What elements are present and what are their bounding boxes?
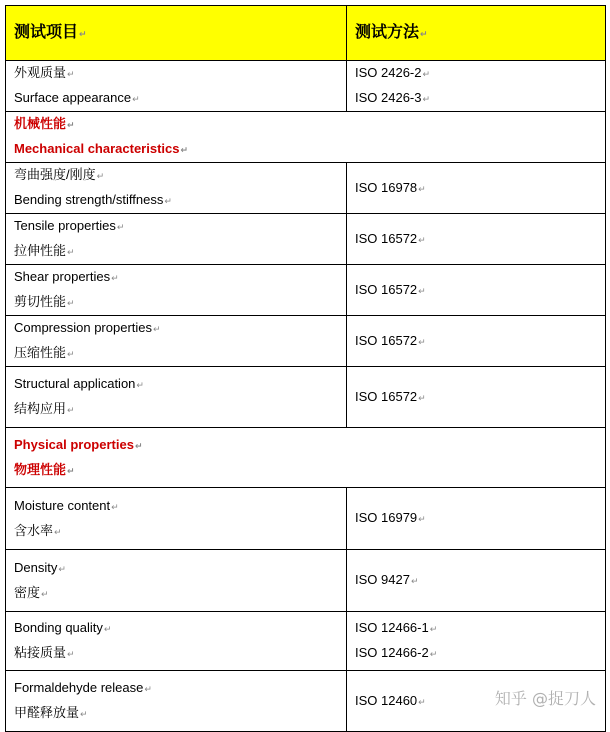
cell-line — [14, 112, 597, 137]
paragraph-mark: ↵ — [422, 94, 431, 104]
paragraph-mark: ↵ — [41, 588, 49, 599]
paragraph-mark: ↵ — [67, 465, 75, 476]
test-method-cell — [347, 214, 606, 265]
cell-text: 压缩性能 — [14, 345, 67, 360]
paragraph-mark: ↵ — [418, 392, 426, 403]
paragraph-mark: ↵ — [67, 69, 75, 79]
section-row — [6, 428, 606, 488]
cell-text: Shear properties — [14, 269, 111, 284]
cell-line — [355, 329, 597, 354]
cell-text: Moisture content — [14, 497, 111, 513]
cell-text: 甲醛释放量 — [14, 705, 80, 720]
paragraph-mark: ↵ — [54, 526, 62, 537]
cell-line — [355, 86, 597, 111]
cell-line — [355, 278, 597, 303]
cell-text: 弯曲强度/刚度 — [14, 167, 96, 182]
paragraph-mark: ↵ — [422, 69, 431, 79]
cell-text: Physical properties — [14, 436, 134, 452]
paragraph-mark: ↵ — [410, 576, 419, 586]
paragraph-mark: ↵ — [111, 273, 119, 283]
cell-line — [14, 265, 338, 290]
cell-text: ISO 2426-3 — [355, 90, 422, 105]
cell-text: 粘接质量 — [14, 645, 67, 660]
cell-line — [14, 581, 338, 606]
cell-text: ISO 16572 — [355, 332, 418, 348]
cell-line — [14, 316, 338, 341]
cell-text: 结构应用 — [14, 401, 67, 416]
cell-line — [355, 61, 597, 86]
cell-text: 剪切性能 — [14, 294, 67, 309]
test-item-cell — [6, 488, 347, 550]
paragraph-mark: ↵ — [132, 94, 140, 104]
test-method-cell — [347, 550, 606, 612]
cell-text: Surface appearance — [14, 90, 132, 105]
cell-text: ISO 16979 — [355, 510, 418, 525]
test-item-cell — [6, 550, 347, 612]
paragraph-mark: ↵ — [96, 171, 105, 181]
cell-line — [355, 568, 597, 593]
paragraph-mark: ↵ — [67, 649, 75, 659]
paragraph-mark: ↵ — [116, 222, 125, 232]
cell-text: ISO 16572 — [355, 281, 418, 297]
paragraph-mark: ↵ — [67, 247, 75, 257]
cell-line — [355, 616, 597, 641]
paragraph-mark: ↵ — [67, 120, 75, 130]
cell-text: Structural application — [14, 376, 136, 391]
paragraph-mark: ↵ — [429, 649, 438, 659]
cell-text: 物理性能 — [14, 461, 67, 477]
paragraph-mark: ↵ — [136, 380, 144, 390]
cell-line — [355, 641, 597, 666]
cell-line — [14, 214, 338, 239]
test-method-cell — [347, 612, 606, 671]
paragraph-mark: ↵ — [58, 563, 66, 574]
paragraph-mark: ↵ — [418, 183, 426, 194]
paragraph-mark: ↵ — [80, 709, 88, 719]
cell-text: Formaldehyde release — [14, 680, 144, 695]
cell-line — [14, 137, 597, 162]
table-row — [6, 265, 606, 316]
cell-text: ISO 2426-2 — [355, 65, 422, 80]
cell-line — [14, 397, 338, 422]
paragraph-mark: ↵ — [67, 349, 75, 359]
test-method-cell — [347, 316, 606, 367]
cell-line — [355, 506, 597, 531]
cell-text: Tensile properties — [14, 218, 116, 233]
table-row — [6, 612, 606, 671]
cell-line — [14, 641, 338, 666]
paragraph-mark: ↵ — [420, 29, 428, 40]
cell-text: ISO 12466-2 — [355, 645, 429, 660]
cell-line — [14, 372, 338, 397]
cell-line — [14, 556, 338, 581]
paragraph-mark: ↵ — [153, 324, 161, 334]
cell-text: Mechanical characteristics — [14, 141, 180, 156]
cell-line — [355, 176, 597, 201]
test-method-cell — [347, 265, 606, 316]
test-item-cell — [6, 265, 347, 316]
cell-line — [14, 519, 338, 544]
cell-text: Compression properties — [14, 320, 153, 335]
paragraph-mark: ↵ — [67, 298, 75, 308]
header-test-item — [6, 6, 347, 61]
table-row — [6, 163, 606, 214]
cell-text: Bonding quality — [14, 620, 103, 635]
cell-line — [14, 458, 597, 483]
cell-line — [14, 494, 338, 519]
cell-line — [14, 433, 597, 458]
table-row — [6, 367, 606, 428]
test-item-cell — [6, 316, 347, 367]
cell-line — [14, 61, 338, 86]
paragraph-mark: ↵ — [103, 624, 112, 634]
test-item-cell — [6, 612, 347, 671]
test-item-cell — [6, 61, 347, 112]
cell-text: 外观质量 — [14, 65, 67, 80]
test-item-cell — [6, 367, 347, 428]
paragraph-mark: ↵ — [418, 234, 426, 245]
cell-text: ISO 16572 — [355, 388, 418, 404]
paragraph-mark: ↵ — [418, 514, 426, 524]
paragraph-mark: ↵ — [429, 624, 438, 634]
paragraph-mark: ↵ — [79, 29, 87, 40]
cell-line — [14, 701, 338, 726]
test-methods-table — [5, 5, 606, 732]
header-test-item-label: 测试项目 — [14, 21, 79, 41]
paragraph-mark: ↵ — [164, 196, 172, 206]
cell-line — [14, 616, 338, 641]
cell-text: 密度 — [14, 584, 41, 600]
cell-line — [14, 290, 338, 315]
table-row — [6, 488, 606, 550]
table-row — [6, 214, 606, 265]
test-method-cell — [347, 488, 606, 550]
section-title — [6, 112, 606, 163]
header-test-method — [347, 6, 606, 61]
cell-line — [355, 227, 597, 252]
cell-line — [14, 239, 338, 264]
test-item-cell — [6, 163, 347, 214]
paragraph-mark: ↵ — [180, 145, 189, 155]
paragraph-mark: ↵ — [418, 336, 426, 347]
cell-line — [14, 188, 338, 213]
table-row — [6, 61, 606, 112]
cell-line — [14, 341, 338, 366]
test-item-cell — [6, 671, 347, 732]
cell-text: ISO 12466-1 — [355, 620, 429, 635]
paragraph-mark: ↵ — [67, 405, 75, 415]
cell-text: 机械性能 — [14, 116, 67, 131]
cell-text: ISO 16572 — [355, 230, 418, 246]
cell-text: Density — [14, 559, 58, 575]
cell-line — [14, 86, 338, 111]
test-item-cell — [6, 214, 347, 265]
paragraph-mark: ↵ — [111, 501, 119, 512]
section-row — [6, 112, 606, 163]
cell-text: ISO 12460 — [355, 692, 418, 708]
cell-text: Bending strength/stiffness — [14, 192, 164, 207]
paragraph-mark: ↵ — [144, 684, 152, 694]
cell-text: ISO 9427 — [355, 572, 410, 587]
table-row — [6, 550, 606, 612]
section-title — [6, 428, 606, 488]
watermark: 知乎 @捉刀人 — [494, 689, 596, 708]
paragraph-mark: ↵ — [418, 696, 426, 707]
header-test-method-label: 测试方法 — [355, 21, 420, 41]
cell-line — [355, 385, 597, 410]
test-method-cell — [347, 163, 606, 214]
cell-text: 拉伸性能 — [14, 243, 67, 258]
table-header-row — [6, 6, 606, 61]
cell-text: ISO 16978 — [355, 179, 418, 195]
test-method-cell — [347, 61, 606, 112]
cell-line — [14, 163, 338, 188]
cell-text: 含水率 — [14, 522, 54, 538]
test-method-cell — [347, 367, 606, 428]
cell-line — [14, 676, 338, 701]
table-row — [6, 316, 606, 367]
paragraph-mark: ↵ — [134, 440, 143, 451]
paragraph-mark: ↵ — [418, 285, 426, 296]
